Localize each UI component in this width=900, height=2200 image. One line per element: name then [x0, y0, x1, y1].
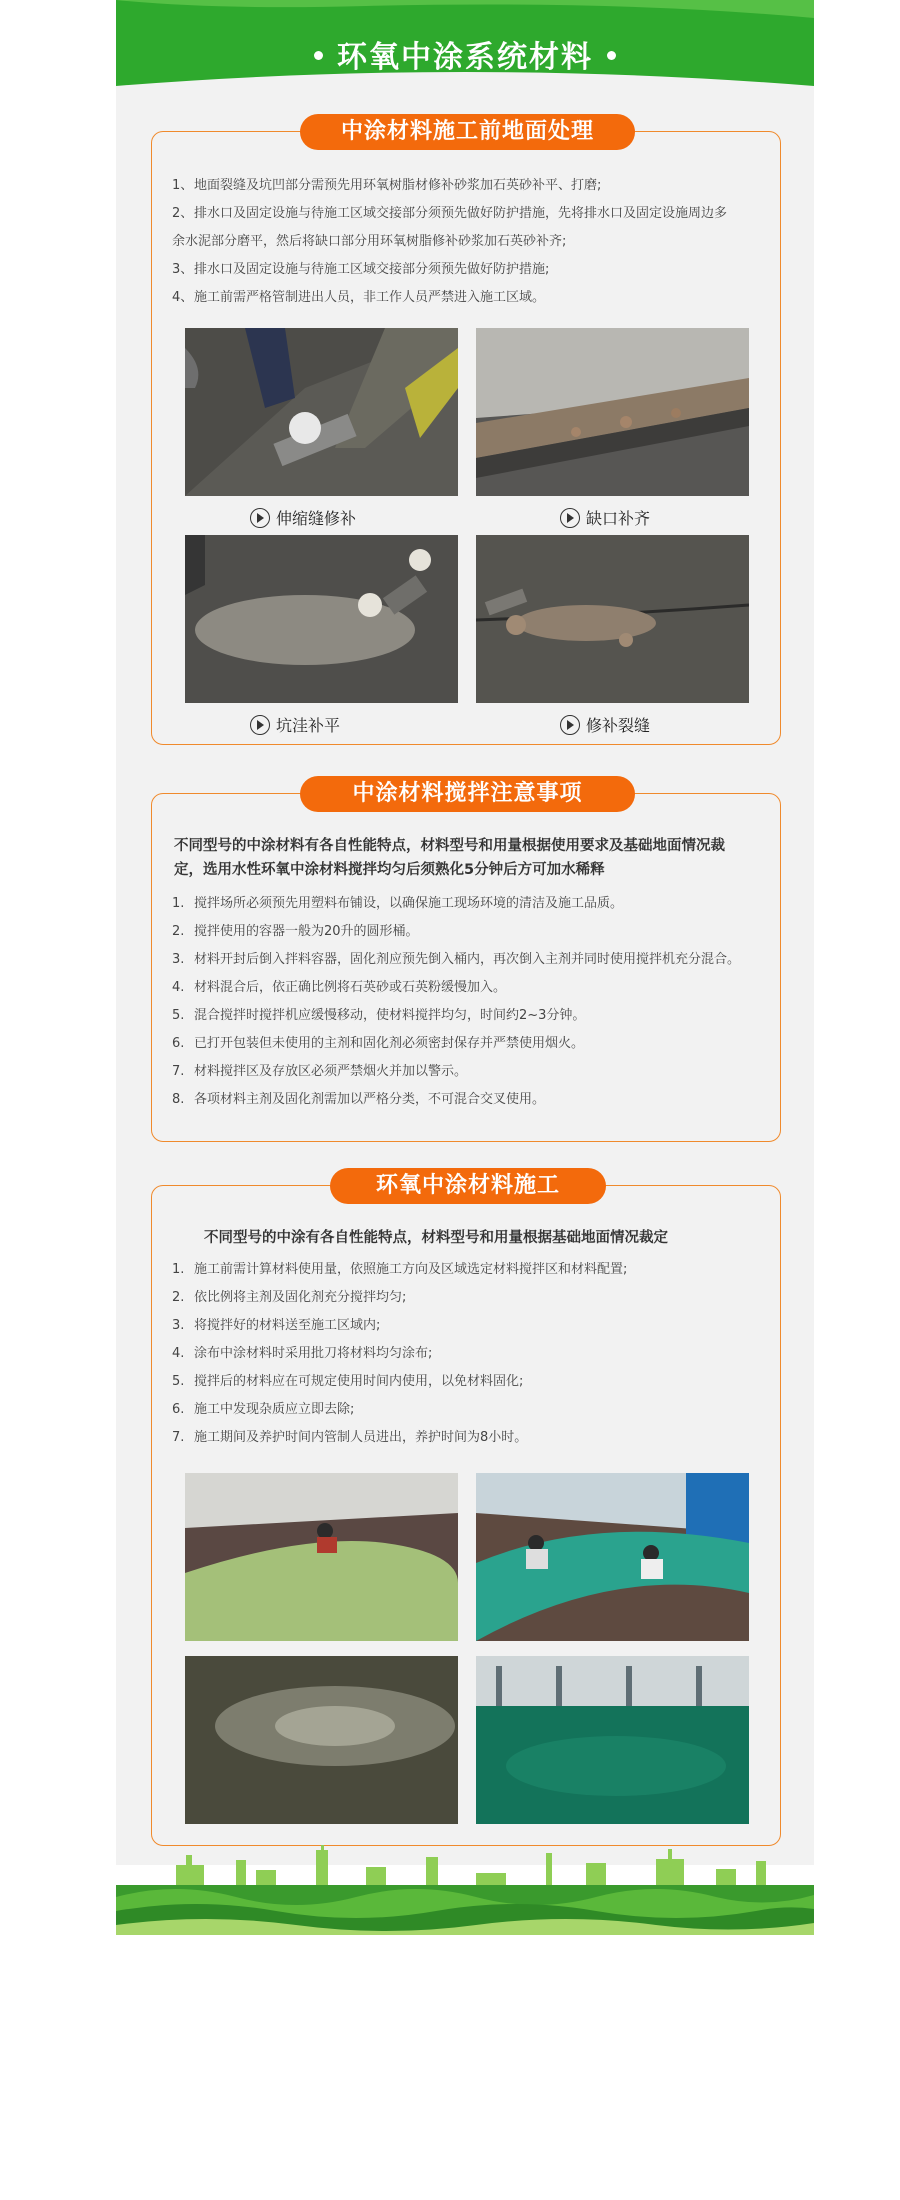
- prep-list: [172, 172, 727, 312]
- list-item: 6. 已打开包装但未使用的主剂和固化剂必须密封保存并严禁使用烟火。: [172, 1036, 585, 1051]
- cityscape-grass-icon: [116, 1845, 814, 1935]
- list-item: 7. 材料搅拌区及存放区必须严禁烟火并加以警示。: [172, 1064, 468, 1079]
- mixing-lead-text: 不同型号的中涂材料有各自性能特点，材料型号和用量根据使用要求及基础地面情况裁 定，选用水性环氧中涂材料搅拌均匀后须熟化5分钟后方可加水稀释: [174, 838, 725, 878]
- list-item: 4. 涂布中涂材料时采用批刀将材料均匀涂布;: [172, 1346, 433, 1361]
- caption-gap-filling: 缺口补齐: [560, 506, 650, 530]
- list-item: 7. 施工期间及养护时间内管制人员进出，养护时间为8小时。: [172, 1430, 528, 1445]
- list-item: 5. 搅拌后的材料应在可规定使用时间内使用，以免材料固化;: [172, 1374, 524, 1389]
- header-banner: [116, 0, 814, 86]
- section-title-pill: 中涂材料施工前地面处理: [300, 114, 635, 150]
- list-item: 8. 各项材料主剂及固化剂需加以严格分类，不可混合交叉使用。: [172, 1092, 546, 1107]
- application-lead-text: 不同型号的中涂有各自性能特点，材料型号和用量根据基础地面情况裁定: [204, 1230, 668, 1246]
- photo-crack-repair: [476, 535, 749, 703]
- list-item: 3. 材料开封后倒入拌料容器，固化剂应预先倒入桶内，再次倒入主剂并同时使用搅拌机充分混合。: [172, 952, 741, 967]
- page-title: [116, 32, 814, 76]
- section-application: [151, 1173, 781, 1846]
- photo-expansion-joint-repair: [185, 328, 458, 496]
- list-item: 6. 施工中发现杂质应立即去除;: [172, 1402, 355, 1417]
- caption-pothole-leveling: 坑洼补平: [250, 713, 340, 737]
- page-title-text: 环氧中涂系统材料: [337, 40, 593, 75]
- list-item-continuation: 余水泥部分磨平，然后将缺口部分用环氧树脂修补砂浆加石英砂补齐;: [172, 234, 567, 249]
- list-item: 3. 将搅拌好的材料送至施工区域内;: [172, 1318, 381, 1333]
- photo-gap-filling: [476, 328, 749, 496]
- list-item: 1. 搅拌场所必须预先用塑料布铺设，以确保施工现场环境的清洁及施工品质。: [172, 896, 624, 911]
- bullet-dot-icon: [607, 51, 616, 60]
- list-item: 4、施工前需严格管制进出人员，非工作人员严禁进入施工区域。: [172, 290, 546, 305]
- photo-pothole-leveling: [185, 535, 458, 703]
- mixing-list: [172, 890, 740, 1114]
- section-title-pill: 环氧中涂材料施工: [330, 1168, 606, 1204]
- list-item: 1、地面裂缝及坑凹部分需预先用环氧树脂材修补砂浆加石英砂补平、打磨;: [172, 178, 602, 193]
- arrow-right-icon: [250, 508, 270, 528]
- photo-green-coating-application: [185, 1473, 458, 1641]
- list-item: 1. 施工前需计算材料使用量，依照施工方向及区域选定材料搅拌区和材料配置;: [172, 1262, 628, 1277]
- page: [116, 0, 814, 2200]
- section-mixing-notes: [151, 781, 781, 1142]
- list-item: 3、排水口及固定设施与待施工区域交接部分须预先做好防护措施;: [172, 262, 550, 277]
- photo-gray-floor-finish: [185, 1656, 458, 1824]
- list-item: 2、排水口及固定设施与待施工区域交接部分须预先做好防护措施，先将排水口及固定设施周边多: [172, 206, 728, 221]
- caption-expansion-joint: 伸缩缝修补: [250, 506, 356, 530]
- arrow-right-icon: [250, 715, 270, 735]
- list-item: 4. 材料混合后，依正确比例将石英砂或石英粉缓慢加入。: [172, 980, 507, 995]
- list-item: 5. 混合搅拌时搅拌机应缓慢移动，使材料搅拌均匀，时间约2~3分钟。: [172, 1008, 586, 1023]
- arrow-right-icon: [560, 715, 580, 735]
- footer-cityscape-decoration: [116, 1845, 814, 1935]
- bullet-dot-icon: [314, 51, 323, 60]
- application-list: [172, 1256, 627, 1452]
- list-item: 2. 依比例将主剂及固化剂充分搅拌均匀;: [172, 1290, 407, 1305]
- photo-finished-green-floor: [476, 1656, 749, 1824]
- section-surface-prep: [151, 119, 781, 745]
- list-item: 2. 搅拌使用的容器一般为20升的圆形桶。: [172, 924, 419, 939]
- section-title-pill: 中涂材料搅拌注意事项: [300, 776, 635, 812]
- photo-teal-coating-workers: [476, 1473, 749, 1641]
- caption-crack-repair: 修补裂缝: [560, 713, 650, 737]
- arrow-right-icon: [560, 508, 580, 528]
